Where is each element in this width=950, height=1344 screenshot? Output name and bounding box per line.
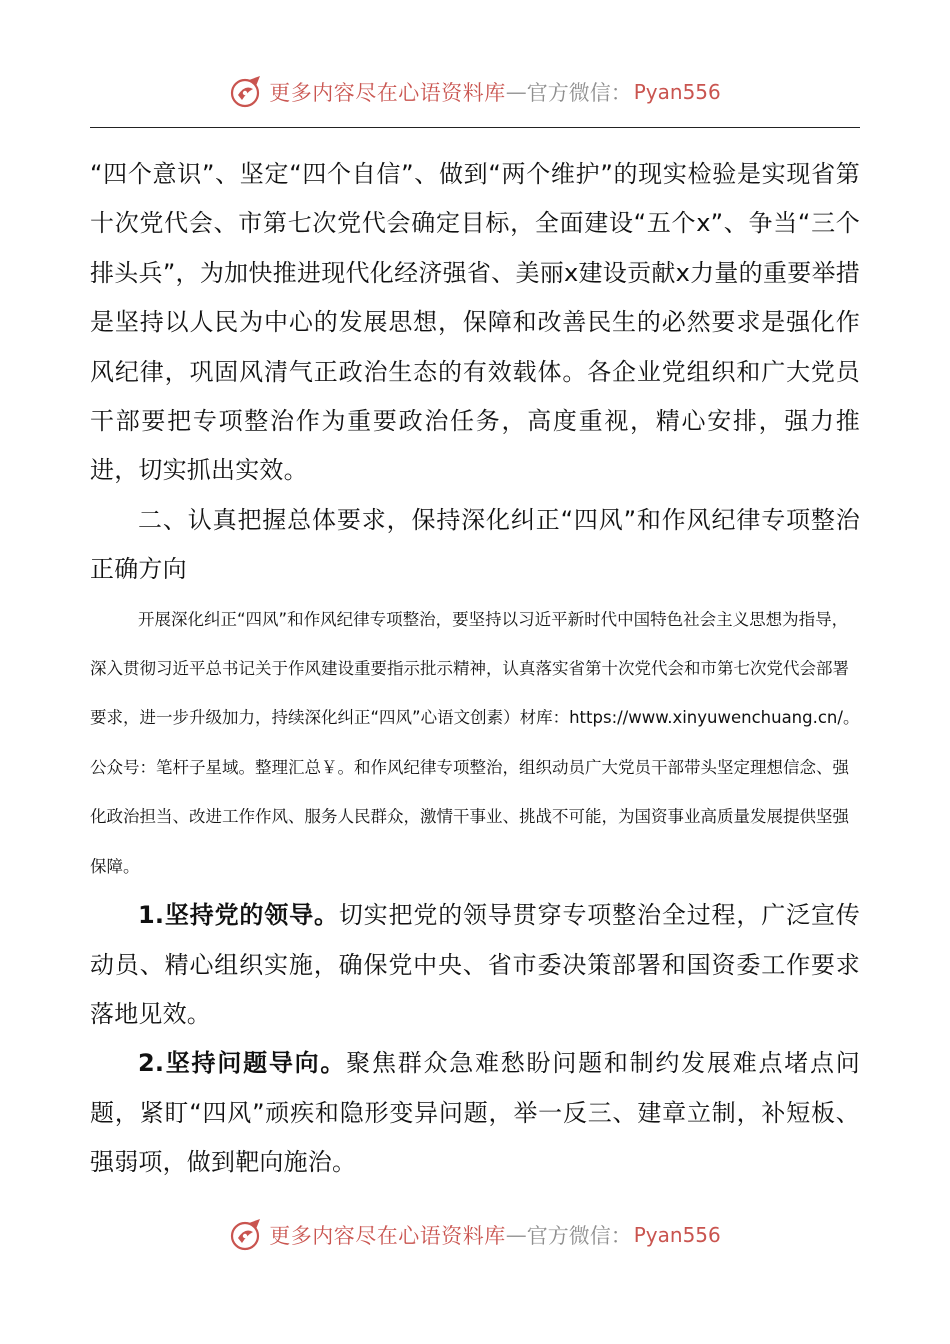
- header-watermark: [0, 72, 950, 112]
- watermark-wechat-id: Pyan556: [633, 80, 721, 104]
- logo-icon: [229, 74, 265, 110]
- list-item-1: [90, 891, 860, 1039]
- logo-icon: [229, 1217, 265, 1253]
- item-1-text: 切实把党的领导贯穿专项整治全过程，广泛宣传动员、精心组织实施，确保党中央、省市委决策部署和国资委工作要求落地见效。: [90, 901, 860, 1028]
- watermark-title: 更多内容尽在心语资料库: [269, 1224, 506, 1248]
- item-2-heading: 2.坚持问题导向。: [138, 1049, 347, 1078]
- watermark-wechat-id: Pyan556: [633, 1223, 721, 1247]
- item-1-heading: 1.坚持党的领导。: [138, 901, 339, 930]
- watermark-dash: —: [505, 80, 527, 104]
- paragraph-small: 开展深化纠正“四风”和作风纪律专项整治，要坚持以习近平新时代中国特色社会主义思想为指导，深入贯彻习近平总书记关于作风建设重要指示批示精神，认真落实省第十次党代会和市第七次党代会部署要求，进一步升级加力，持续深化纠正“四风”心语文创素）材库：https://www.xinyuwenchuang.cn/。公众号：笔杆子星域。整理汇总￥。和作风纪律专项整治，组织动员广大党员干部带头坚定理想信念、强化政治担当、改进工作作风、服务人民群众，激情干事业、挑战不可能，为国资事业高质量发展提供坚强保障。: [90, 609, 860, 876]
- header-rule: [90, 127, 860, 128]
- footer-watermark: [0, 1215, 950, 1255]
- watermark-title: 更多内容尽在心语资料库: [269, 81, 506, 105]
- watermark-dash: —: [505, 1223, 527, 1247]
- watermark-wechat-label: 官方微信：: [526, 1224, 632, 1248]
- item-2-text: 聚焦群众急难愁盼问题和制约发展难点堵点问题，紧盯“四风”顽疾和隐形变异问题，举一反三、建章立制，补短板、强弱项，做到靶向施治。: [90, 1049, 860, 1177]
- list-item-2: [90, 1039, 860, 1187]
- document-body: [90, 150, 860, 1188]
- paragraph-1: “四个意识”、坚定“四个自信”、做到“两个维护”的现实检验是实现省第十次党代会、市第七次党代会确定目标，全面建设“五个x”、争当“三个排头兵”，为加快推进现代化经济强省、美丽x建设贡献x力量的重要举措是坚持以人民为中心的发展思想，保障和改善民生的必然要求是强化作风纪律，巩固风清气正政治生态的有效载体。各企业党组织和广大党员干部要把专项整治作为重要政治任务，高度重视，精心安排，强力推进，切实抓出实效。: [90, 160, 860, 485]
- section-heading-2: 二、认真把握总体要求，保持深化纠正“四风”和作风纪律专项整治正确方向: [90, 505, 860, 584]
- watermark-wechat-label: 官方微信：: [526, 81, 632, 105]
